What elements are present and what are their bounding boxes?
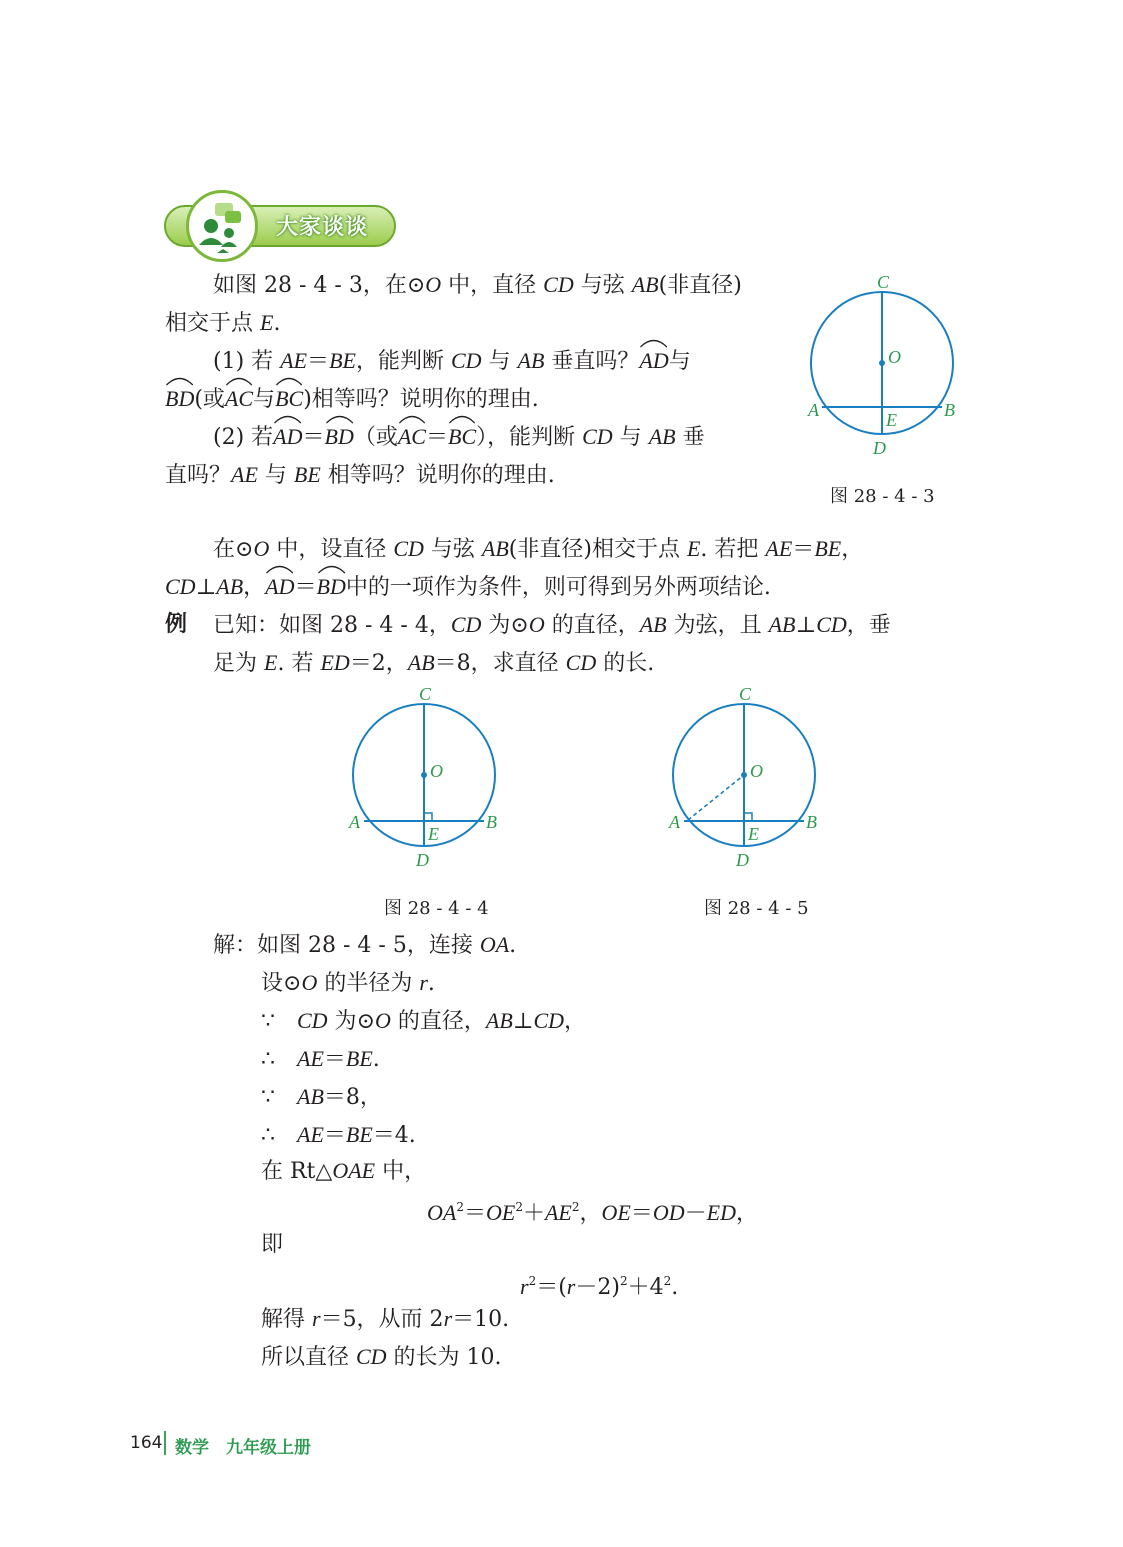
footer-divider	[164, 1431, 166, 1455]
label-b: B	[944, 400, 955, 420]
figure-28-4-5	[660, 680, 830, 880]
page-number: 164	[130, 1433, 163, 1453]
figure-28-4-3	[800, 268, 970, 468]
question-2-line-1: (2) 若 AD＝ BD（或 AC＝ BC），能判断 CD 与 AB 垂	[213, 422, 705, 453]
solution-line-11: 解得 r＝5，从而 2r＝10.	[261, 1306, 510, 1332]
svg-text:B: B	[806, 812, 817, 832]
figure-28-4-4	[340, 680, 510, 880]
therefore-symbol: ∴	[261, 1047, 275, 1072]
center-point	[879, 360, 885, 366]
book-title: 数学 九年级上册	[175, 1438, 311, 1458]
arc-AC: AC	[225, 384, 253, 414]
figure-caption-28-4-5: 图 28 - 4 - 5	[704, 898, 809, 919]
discussion-line-1: 如图 28 - 4 - 3，在⊙O 中，直径 CD 与弦 AB(非直径)	[213, 272, 742, 298]
svg-text:A: A	[349, 812, 360, 832]
discussion-line-2: 相交于点 E.	[165, 310, 281, 336]
summary-line-1: 在⊙O 中，设直径 CD 与弦 AB(非直径)相交于点 E. 若把 AE＝BE，	[213, 536, 864, 562]
summary-line-2: CD⊥AB， AD＝ BD中的一项作为条件，则可得到另外两项结论.	[165, 572, 771, 603]
solution-line-2: 设⊙O 的半径为 r.	[261, 970, 435, 996]
svg-text:O: O	[430, 761, 443, 781]
svg-text:D: D	[736, 850, 749, 870]
solution-line-4: ∴ AE＝BE.	[261, 1046, 380, 1072]
solution-line-12: 所以直径 CD 的长为 10.	[261, 1344, 502, 1370]
svg-text:E: E	[748, 824, 759, 844]
solution-equation-1: $OA^2=OE^2+AE^2$，OE＝OD－ED，	[427, 1200, 758, 1226]
arc-BC: BC	[275, 384, 303, 414]
svg-text:E: E	[428, 824, 439, 844]
arc-BD: BD	[165, 384, 194, 414]
because-symbol: ∵	[261, 1009, 275, 1034]
svg-text:D: D	[416, 850, 429, 870]
svg-text:B: B	[486, 812, 497, 832]
solution-line-5: ∵ AB＝8，	[261, 1084, 382, 1110]
solution-line-6: ∴ AE＝BE＝4.	[261, 1122, 416, 1148]
segment-oa-dashed	[688, 775, 744, 820]
question-2-line-2: 直吗？AE 与 BE 相等吗？说明你的理由.	[165, 462, 555, 488]
solution-line-7: 在 Rt△OAE 中，	[261, 1158, 427, 1184]
question-1-line-2: BD(或 AC与 BC)相等吗？说明你的理由.	[165, 384, 539, 415]
label-e: E	[886, 410, 897, 430]
question-1-line-1: (1) 若 AE＝BE，能判断 CD 与 AB 垂直吗？ AD与	[213, 346, 691, 377]
label-o: O	[888, 347, 901, 367]
example-line-1: 已知：如图 28 - 4 - 4，CD 为⊙O 的直径，AB 为弦，且 AB⊥CD，垂	[213, 612, 891, 638]
svg-text:C: C	[419, 684, 432, 704]
figure-caption-28-4-3: 图 28 - 4 - 3	[830, 486, 935, 507]
label-a: A	[808, 400, 819, 420]
section-title: 大家谈谈	[276, 215, 369, 240]
svg-text:A: A	[669, 812, 680, 832]
svg-text:O: O	[750, 761, 763, 781]
label-c: C	[877, 272, 890, 292]
figure-caption-28-4-4: 图 28 - 4 - 4	[384, 898, 489, 919]
solution-line-9: 即	[261, 1232, 284, 1257]
arc-AD: AD	[639, 346, 668, 376]
example-mark: 例	[165, 612, 188, 637]
label-d: D	[873, 438, 886, 458]
svg-text:C: C	[739, 684, 752, 704]
right-angle-mark	[424, 813, 432, 821]
solution-equation-2: $r^2=(r-2)^2+4^2$.	[520, 1274, 679, 1300]
solution-line-3: ∵ CD 为⊙O 的直径，AB⊥CD，	[261, 1008, 587, 1034]
discussion-icon	[186, 190, 258, 262]
example-line-2: 足为 E. 若 ED＝2，AB＝8，求直径 CD 的长.	[213, 650, 655, 676]
solution-line-1: 解：如图 28 - 4 - 5，连接 OA.	[213, 932, 517, 958]
